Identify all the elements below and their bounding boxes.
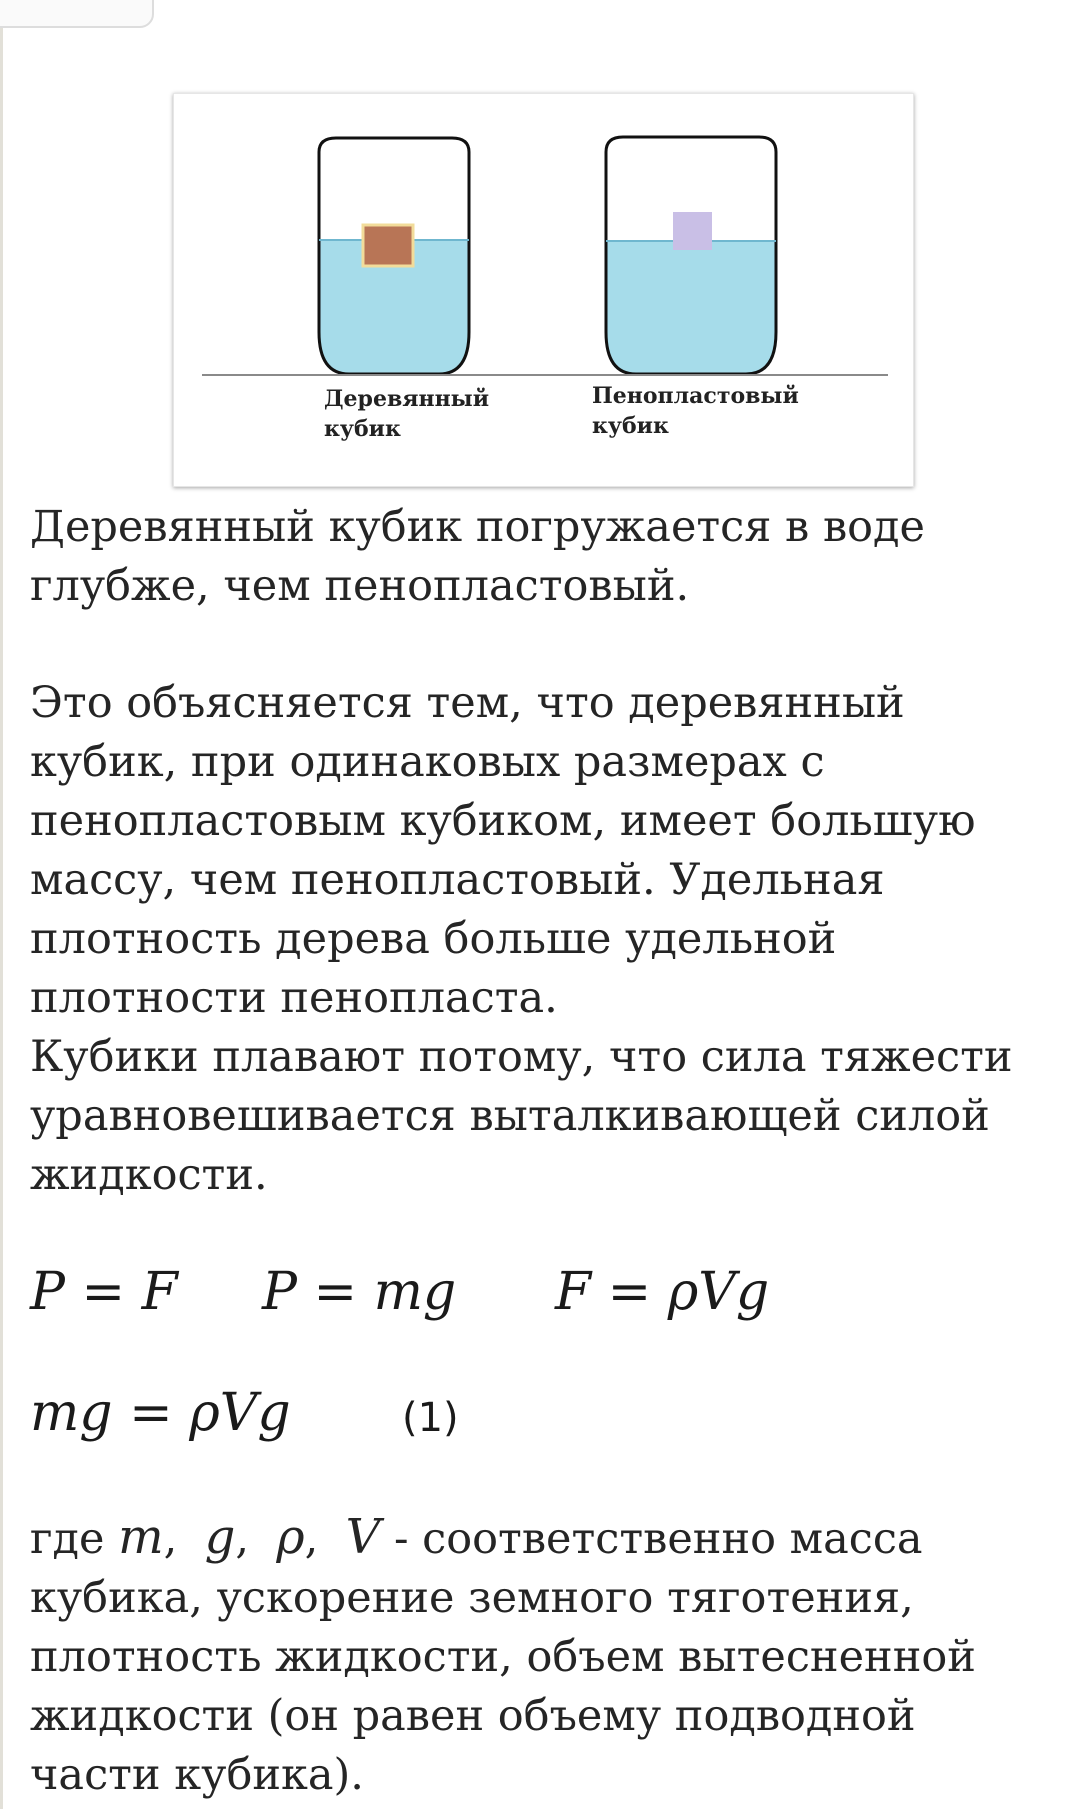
- text-line: пенопластовым кубиком, имеет большую: [30, 796, 976, 846]
- text-line: плотность дерева больше удельной: [30, 914, 837, 964]
- text-line: кубик, при одинаковых размерах с: [30, 737, 825, 787]
- text-line: жидкости.: [30, 1150, 268, 1200]
- equation-mg-equals-rhovg: mg = ρVg: [30, 1383, 291, 1443]
- label-foam-line-2: кубик: [592, 413, 669, 439]
- paragraph-variables: [30, 1508, 1060, 1805]
- paragraph-intro: [30, 498, 1060, 616]
- text-line: уравновешивается выталкивающей силой: [30, 1091, 990, 1141]
- var-g: g: [204, 1509, 236, 1565]
- left-margin-rule: [0, 0, 3, 1809]
- figure-floating-cubes: [173, 93, 914, 487]
- equation-p-equals-mg: P = mg: [262, 1262, 457, 1322]
- right-container-water: [606, 241, 776, 374]
- label-wooden-line-2: кубик: [324, 416, 401, 442]
- text-line: плотность жидкости, объем вытесненной: [30, 1632, 976, 1682]
- equation-number: (1): [402, 1395, 459, 1441]
- paragraph-explanation: [30, 674, 1060, 1205]
- equation-f-equals-rhovg: F = ρVg: [555, 1262, 770, 1322]
- wooden-cube: [363, 225, 413, 266]
- top-tab-fragment: [0, 0, 154, 28]
- where-suffix: - соответственно масса: [393, 1514, 923, 1564]
- text-line: массу, чем пенопластовый. Удельная: [30, 855, 885, 905]
- text-line: глубже, чем пенопластовый.: [30, 561, 690, 611]
- var-v: V: [345, 1509, 381, 1565]
- text-line: части кубика).: [30, 1750, 364, 1800]
- label-foam-cube: [592, 381, 799, 441]
- text-line: Деревянный кубик погружается в воде: [30, 502, 925, 552]
- text-line: где m, g, ρ, V - соответственно масса: [30, 1509, 923, 1565]
- text-line: Кубики плавают потому, что сила тяжести: [30, 1032, 1013, 1082]
- var-rho: ρ: [276, 1509, 305, 1565]
- var-m: m: [118, 1509, 164, 1565]
- foam-cube: [673, 212, 712, 250]
- text-line: Это объясняется тем, что деревянный: [30, 678, 905, 728]
- text-line: жидкости (он равен объему подводной: [30, 1691, 916, 1741]
- where-prefix: где: [30, 1514, 105, 1564]
- figure-drawing: [174, 94, 913, 486]
- text-line: плотности пенопласта.: [30, 973, 558, 1023]
- equation-p-equals-f: P = F: [30, 1262, 178, 1322]
- label-wooden-cube: [324, 384, 489, 444]
- text-line: кубика, ускорение земного тяготения,: [30, 1573, 914, 1623]
- label-wooden-line-1: Деревянный: [324, 386, 490, 412]
- label-foam-line-1: Пенопластовый: [592, 383, 799, 409]
